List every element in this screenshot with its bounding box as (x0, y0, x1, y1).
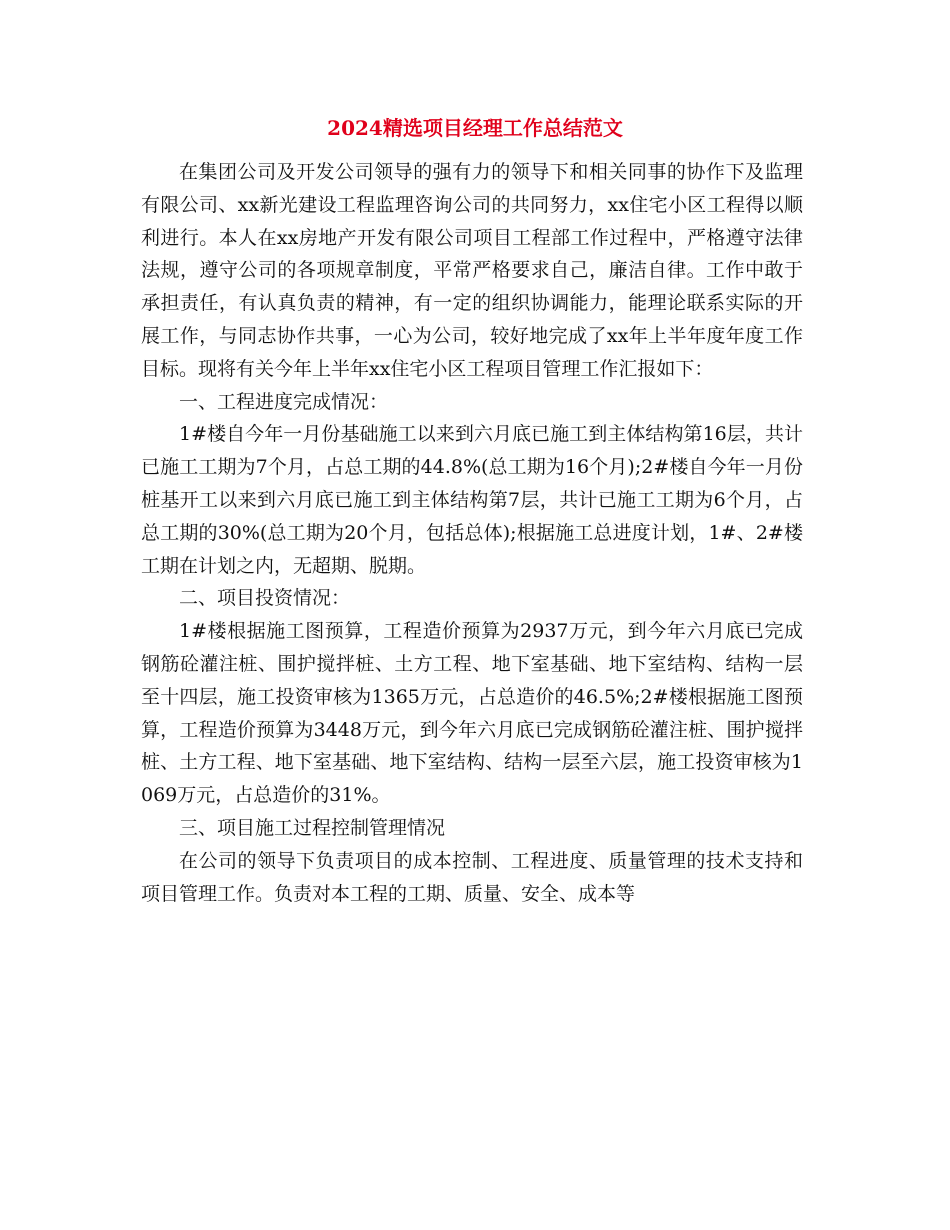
paragraph-progress: 1#楼自今年一月份基础施工以来到六月底已施工到主体结构第16层，共计已施工工期为7个月，占总工期的44.8%(总工期为16个月);2#楼自今年一月份桩基开工以来到六月底已施工到主体结构第7层，共计已施工工期为6个月，占总工期的30%(总工期为20个月，包括总体);根据施工总进度计划，1#、2#楼工期在计划之内，无超期、脱期。 (141, 423, 803, 577)
document-title: 2024精选项目经理工作总结范文 (327, 116, 623, 140)
section-heading-process-control: 三、项目施工过程控制管理情况 (179, 816, 446, 839)
paragraph-investment: 1#楼根据施工图预算，工程造价预算为2937万元，到今年六月底已完成钢筋砼灌注桩、围护搅拌桩、土方工程、地下室基础、地下室结构、结构一层至十四层，施工投资审核为1365万元，占总造价的46.5%;2#楼根据施工图预算，工程造价预算为3448万元，到今年六月底已完成钢筋砼灌注桩、围护搅拌桩、土方工程、地下室基础、地下室结构、结构一层至六层，施工投资审核为1069万元，占总造价的31%。 (141, 620, 803, 807)
document-body (141, 156, 803, 910)
section-heading-progress: 一、工程进度完成情况： (179, 390, 389, 413)
paragraph-intro: 在集团公司及开发公司领导的强有力的领导下和相关同事的协作下及监理有限公司、xx新光建设工程监理咨询公司的共同努力，xx住宅小区工程得以顺利进行。本人在xx房地产开发有限公司项目工程部工作过程中，严格遵守法律法规，遵守公司的各项规章制度，平常严格要求自己，廉洁自律。工作中敢于承担责任，有认真负责的精神，有一定的组织协调能力，能理论联系实际的开展工作，与同志协作共事，一心为公司，较好地完成了xx年上半年度年度工作目标。现将有关今年上半年xx住宅小区工程项目管理工作汇报如下： (141, 161, 803, 380)
section-heading-investment: 二、项目投资情况： (179, 587, 351, 610)
paragraph-process-control: 在公司的领导下负责项目的成本控制、工程进度、质量管理的技术支持和项目管理工作。负责对本工程的工期、质量、安全、成本等 (141, 849, 803, 905)
